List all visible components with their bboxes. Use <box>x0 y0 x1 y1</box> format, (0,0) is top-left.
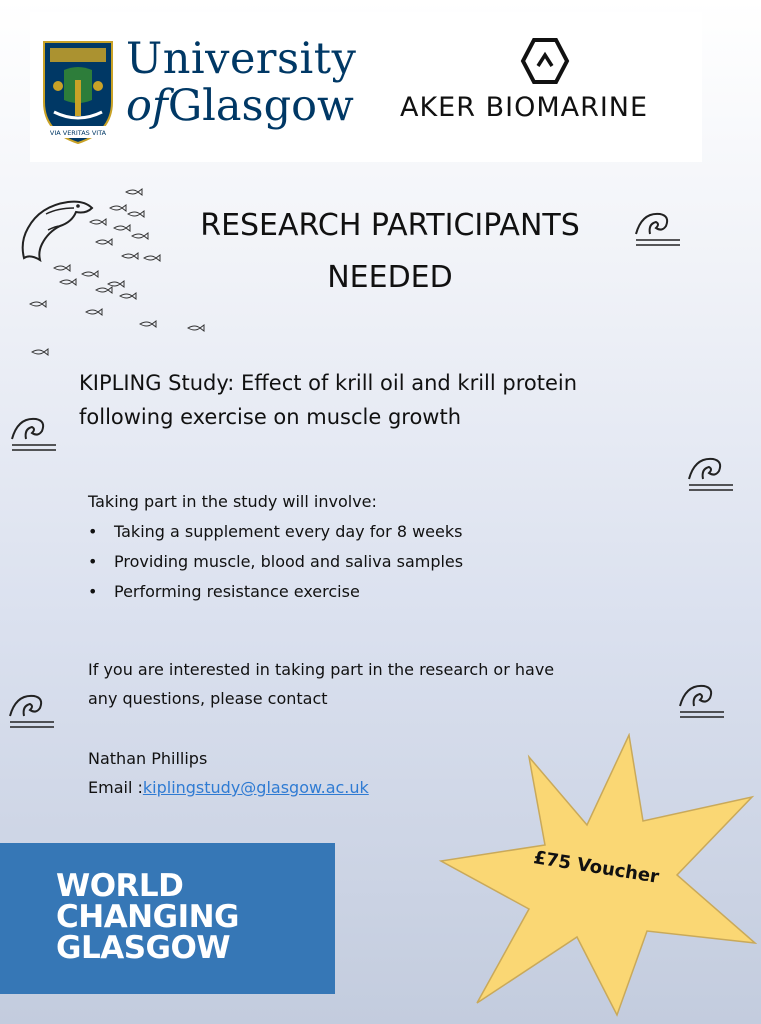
university-crest-icon <box>42 40 114 145</box>
contact-email-row <box>88 773 369 802</box>
page-heading <box>140 200 640 304</box>
email-link[interactable]: kiplingstudy@glasgow.ac.uk <box>142 778 369 797</box>
aker-hexagon-icon <box>520 36 570 86</box>
wcg-line1: WORLD <box>56 868 184 904</box>
involvement-list <box>88 517 463 607</box>
university-motto: VIA VERITAS VITA <box>49 129 107 137</box>
voucher-label: £75 Voucher <box>532 847 661 888</box>
involvement-intro: Taking part in the study will involve: <box>88 492 377 511</box>
wave-icon <box>6 690 58 732</box>
list-item: • Taking a supplement every day for 8 weeks <box>88 517 463 547</box>
world-changing-glasgow-banner <box>0 843 335 994</box>
study-title-line1: KIPLING Study: Effect of krill oil and krill protein <box>79 371 578 395</box>
aker-biomarine-logo-text: AKER BIOMARINE <box>400 92 649 123</box>
heading-line1: RESEARCH PARTICIPANTS <box>200 208 580 243</box>
wave-icon <box>685 453 737 495</box>
contact-line2: any questions, please contact <box>88 689 328 708</box>
heading-line2: NEEDED <box>327 260 453 295</box>
study-title <box>79 366 719 434</box>
university-wordmark-line1: University <box>126 34 357 84</box>
study-title-line2: following exercise on muscle growth <box>79 405 462 429</box>
wcg-line3: GLASGOW <box>56 930 231 966</box>
wcg-logo-text <box>56 868 239 966</box>
wave-icon <box>8 413 60 455</box>
contact-prompt <box>88 655 668 713</box>
list-item: • Performing resistance exercise <box>88 577 463 607</box>
university-wordmark-line2 <box>126 81 356 131</box>
university-wordmark-of: of <box>126 81 168 131</box>
wave-icon <box>676 680 728 722</box>
list-item: • Providing muscle, blood and saliva samples <box>88 547 463 577</box>
contact-line1: If you are interested in taking part in the research or have <box>88 660 555 679</box>
university-wordmark-glasgow: Glasgow <box>167 81 354 131</box>
contact-name: Nathan Phillips <box>88 749 208 768</box>
involvement-section <box>88 487 463 607</box>
wcg-line2: CHANGING <box>56 899 239 935</box>
email-label: Email : <box>88 778 143 797</box>
university-of-glasgow-wordmark <box>126 34 357 131</box>
